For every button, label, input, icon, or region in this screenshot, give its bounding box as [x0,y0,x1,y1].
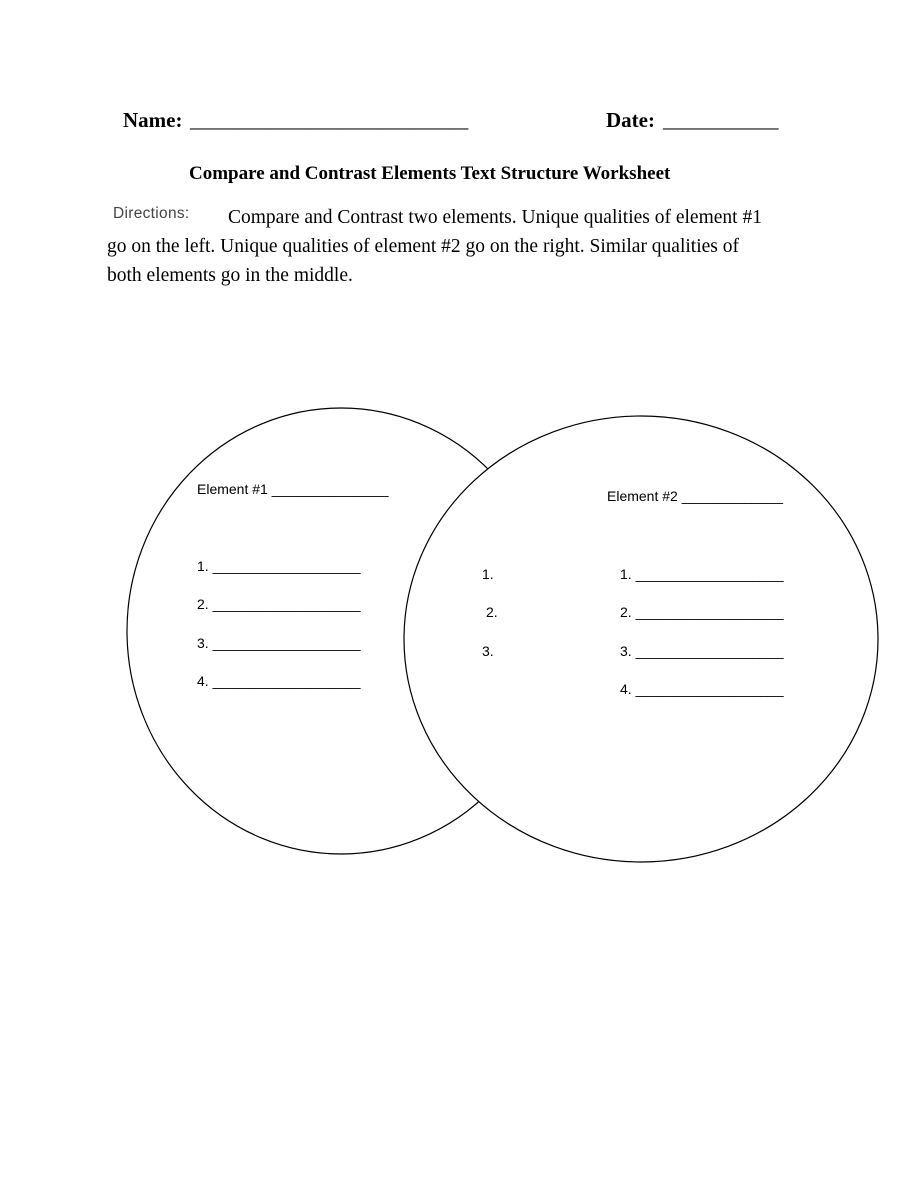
date-label: Date: [606,108,655,132]
element-2-blank[interactable]: _____________ [681,488,783,504]
middle-list-item[interactable]: 1. [482,566,494,582]
worksheet-title: Compare and Contrast Elements Text Structure Worksheet [189,163,671,184]
right-list-item[interactable]: 1. ___________________ [620,566,784,582]
left-list-item[interactable]: 2. ___________________ [197,596,361,612]
name-field[interactable]: ___________________________ [190,108,469,132]
right-circle [404,416,878,862]
directions-line-1: Compare and Contrast two elements. Unique qualities of element #1 [228,207,762,228]
middle-list-item[interactable]: 2. [486,604,498,620]
element-1-blank[interactable]: _______________ [271,481,389,497]
element-1-label-text: Element #1 [197,481,268,497]
element-1-label [197,481,389,497]
directions-line-3: both elements go in the middle. [107,265,353,286]
right-list-item[interactable]: 4. ___________________ [620,681,784,697]
right-list-item[interactable]: 3. ___________________ [620,643,784,659]
element-2-label [607,488,783,504]
left-list-item[interactable]: 1. ___________________ [197,558,361,574]
date-field[interactable]: ___________ [663,108,779,132]
middle-list-item[interactable]: 3. [482,643,494,659]
left-list-item[interactable]: 3. ___________________ [197,635,361,651]
element-2-label-text: Element #2 [607,488,678,504]
name-label: Name: [123,108,183,132]
directions-line-2: go on the left. Unique qualities of element #2 go on the right. Similar qualities of [107,236,739,257]
directions-label: Directions: [113,205,190,222]
left-list-item[interactable]: 4. ___________________ [197,673,361,689]
right-list-item[interactable]: 2. ___________________ [620,604,784,620]
